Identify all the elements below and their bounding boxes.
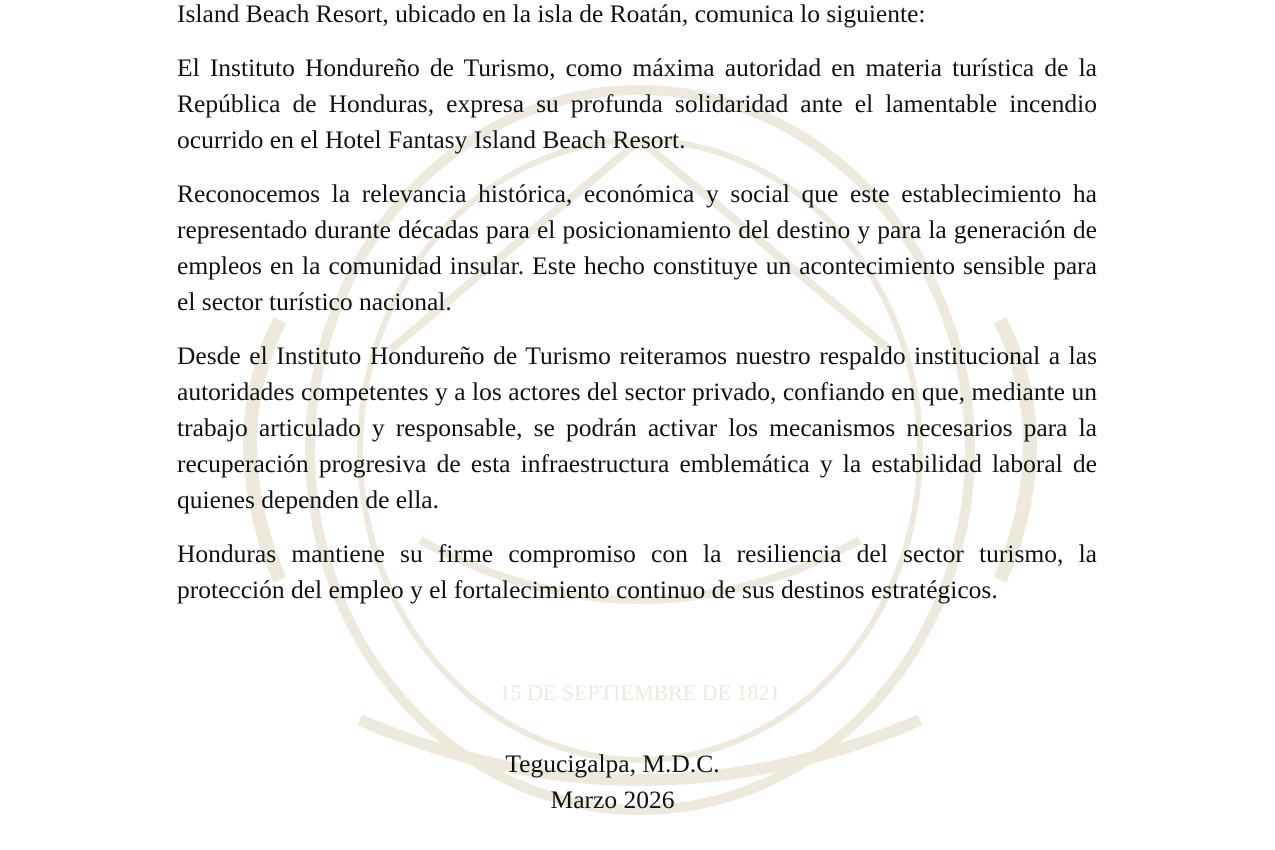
date-line: Marzo 2026 <box>550 785 675 814</box>
solidarity-paragraph: El Instituto Hondureño de Turismo, como máxima autoridad en materia turística de la República de Honduras, expresa su profunda solidaridad ante el lamentable incendio ocurrido en el Hotel Fantasy Island Beach Resort. <box>177 53 1097 154</box>
support-paragraph: Desde el Instituto Hondureño de Turismo reiteramos nuestro respaldo institucional a las autoridades competentes y a los actores del sector privado, confiando en que, mediante un trabajo articulado y responsable, se podrán activar los mecanismos necesarios para la recuperación progresiva de esta infraestructura emblemática y la estabilidad laboral de quienes dependen de ella. <box>177 341 1097 514</box>
intro-paragraph: Island Beach Resort, ubicado en la isla de Roatán, comunica lo siguiente: <box>177 0 926 28</box>
letter-body <box>177 0 1097 626</box>
recognition-paragraph: Reconocemos la relevancia histórica, económica y social que este establecimiento ha representado durante décadas para el posicionamiento del destino y para la generación de empleos en la comunidad insular. Este hecho constituye un acontecimiento sensible para el sector turístico nacional. <box>177 179 1097 316</box>
commitment-paragraph: Honduras mantiene su firme compromiso con la resiliencia del sector turismo, la protección del empleo y el fortalecimiento continuo de sus destinos estratégicos. <box>177 539 1097 604</box>
signature-block <box>0 746 1225 818</box>
place-line: Tegucigalpa, M.D.C. <box>505 749 720 778</box>
seal-text: 15 DE SEPTIEMBRE DE 1821 <box>499 680 781 705</box>
